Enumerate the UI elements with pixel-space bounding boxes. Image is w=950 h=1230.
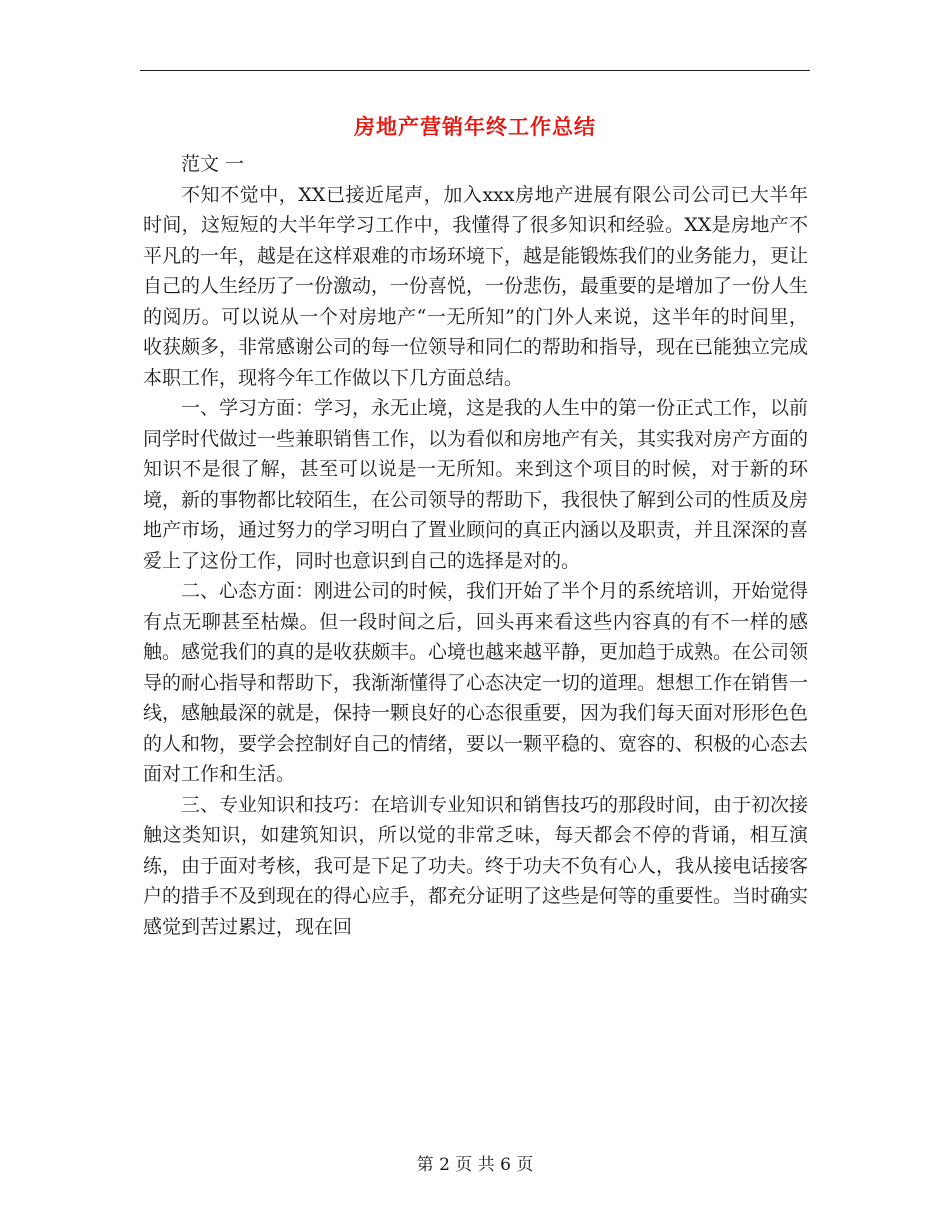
- paragraph-mindset: 二、心态方面：刚进公司的时候，我们开始了半个月的系统培训，开始觉得有点无聊甚至枯燥。但一段时间之后，回头再来看这些内容真的有不一样的感触。感觉我们的真的是收获颇丰。心境也越来越平静，更加趋于成熟。在公司领导的耐心指导和帮助下，我渐渐懂得了心态决定一切的道理。想想工作在销售一线，感触最深的就是，保持一颗良好的心态很重要，因为我们每天面对形形色色的人和物，要学会控制好自己的情绪，要以一颗平稳的、宽容的、积极的心态去面对工作和生活。: [143, 580, 809, 785]
- paragraph-intro: 不知不觉中，XX已接近尾声，加入xxx房地产进展有限公司公司已大半年时间，这短短的大半年学习工作中，我懂得了很多知识和经验。XX是房地产不平凡的一年，越是在这样艰难的市场环境下，越是能锻炼我们的业务能力，更让自己的人生经历了一份激动，一份喜悦，一份悲伤，最重要的是增加了一份人生的阅历。可以说从一个对房地产“一无所知”的门外人来说，这半年的时间里，收获颇多，非常感谢公司的每一位领导和同仁的帮助和指导，现在已能独立完成本职工作，现将今年工作做以下几方面总结。: [143, 183, 809, 389]
- subheading: 范文 一: [181, 153, 245, 175]
- page-number: 第 2 页 共 6 页: [416, 1155, 534, 1175]
- header-rule: [140, 70, 810, 71]
- document-body: [143, 149, 808, 942]
- paragraph-skills: 三、专业知识和技巧：在培训专业知识和销售技巧的那段时间，由于初次接触这类知识，如建筑知识，所以觉的非常乏味，每天都会不停的背诵，相互演练，由于面对考核，我可是下足了功夫。终于功夫不负有心人，我从接电话接客户的措手不及到现在的得心应手，都充分证明了这些是何等的重要性。当时确实感觉到苦过累过，现在回: [143, 793, 809, 938]
- document-title: 房地产营销年终工作总结: [354, 114, 596, 139]
- paragraph-study: 一、学习方面：学习，永无止境，这是我的人生中的第一份正式工作，以前同学时代做过一些兼职销售工作，以为看似和房地产有关，其实我对房产方面的知识不是很了解，甚至可以说是一无所知。来到这个项目的时候，对于新的环境，新的事物都比较陌生，在公司领导的帮助下，我很快了解到公司的性质及房地产市场，通过努力的学习明白了置业顾问的真正内涵以及职责，并且深深的喜爱上了这份工作，同时也意识到自己的选择是对的。: [143, 397, 809, 572]
